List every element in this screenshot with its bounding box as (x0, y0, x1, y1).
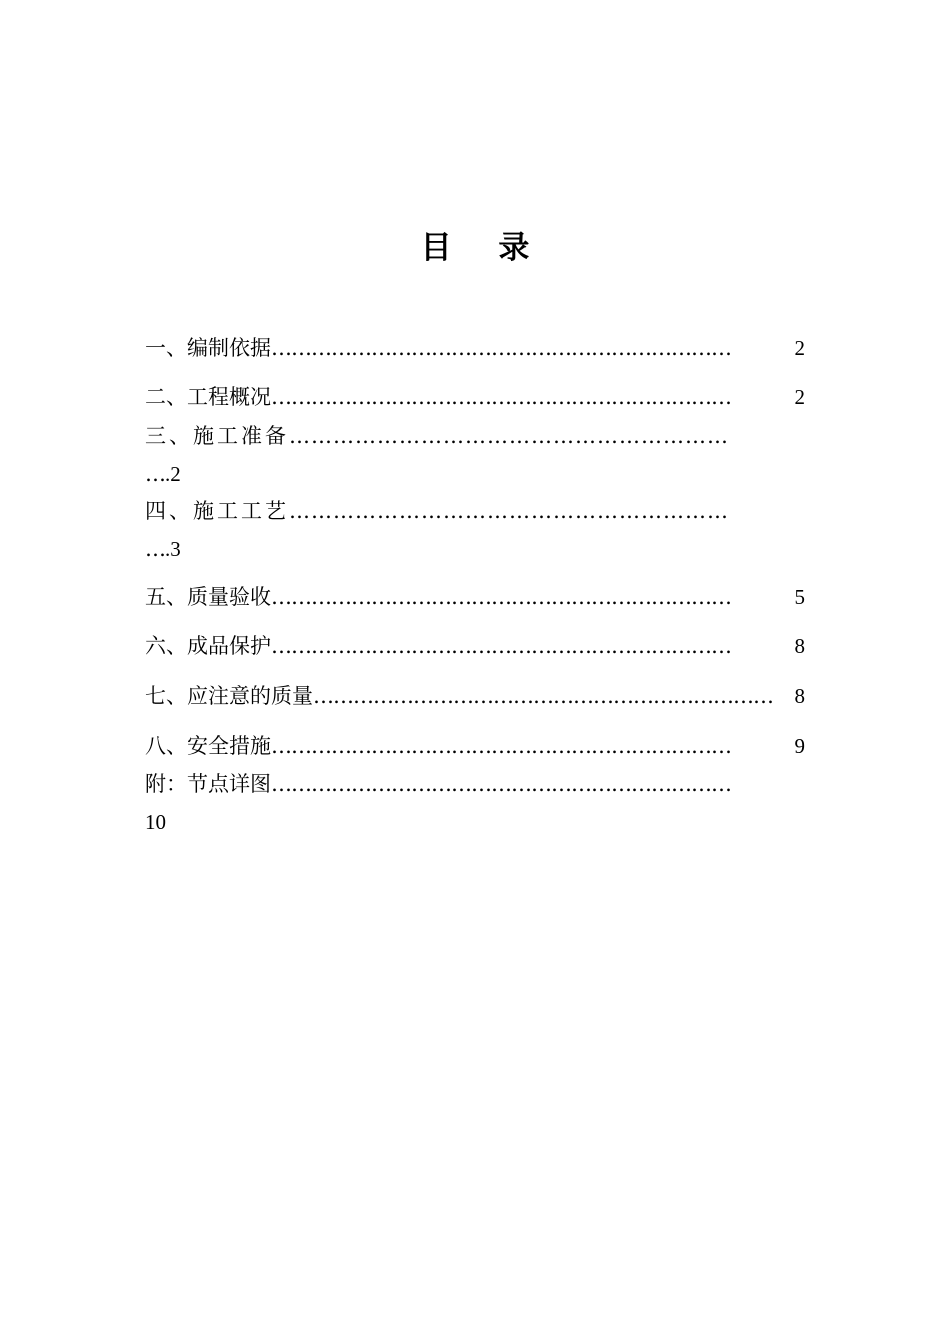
toc-page-number: 8 (794, 634, 805, 658)
toc-entry-appendix[interactable] (145, 770, 805, 836)
toc-leader-continuation: … (145, 462, 165, 486)
toc-entry-label: 一、编制依据 (145, 336, 271, 360)
toc-entry-6[interactable] (145, 632, 805, 660)
toc-page-number: .2 (165, 462, 181, 486)
toc-entry-1[interactable] (145, 334, 805, 362)
toc-page-number: 2 (794, 336, 805, 360)
toc-page-number: 8 (794, 684, 805, 708)
toc-dot-leader: …………………………………………………… (289, 499, 729, 523)
toc-entry-7[interactable] (145, 682, 805, 710)
toc-entry-8[interactable] (145, 732, 805, 760)
toc-entry-2[interactable] (145, 383, 805, 411)
toc-entry-label: 附：节点详图 (145, 772, 271, 796)
toc-entry-label: 五、质量验收 (145, 585, 271, 609)
toc-page-number: 2 (794, 385, 805, 409)
toc-page-number: 9 (794, 734, 805, 758)
toc-entry-label: 八、安全措施 (145, 734, 271, 758)
toc-entry-label: 三、施工准备 (145, 424, 289, 448)
toc-dot-leader: …………………………………………………………… (271, 336, 731, 360)
toc-entry-label: 四、施工工艺 (145, 499, 289, 523)
toc-page-number: .3 (165, 537, 181, 561)
toc-page-number: 5 (794, 585, 805, 609)
toc-entry-label: 七、应注意的质量 (145, 684, 313, 708)
toc-dot-leader: …………………………………………………… (289, 424, 729, 448)
toc-entry-5[interactable] (145, 583, 805, 611)
toc-entry-label: 六、成品保护 (145, 634, 271, 658)
toc-leader-continuation: … (145, 537, 165, 561)
toc-dot-leader: …………………………………………………………… (313, 684, 773, 708)
toc-dot-leader: …………………………………………………………… (271, 585, 731, 609)
toc-entry-4[interactable] (145, 497, 805, 563)
toc-dot-leader: …………………………………………………………… (271, 772, 731, 796)
toc-dot-leader: …………………………………………………………… (271, 634, 731, 658)
toc-title: 目 录 (420, 230, 548, 266)
toc-page-number: 10 (145, 810, 166, 834)
toc-entry-label: 二、工程概况 (145, 385, 271, 409)
toc-dot-leader: …………………………………………………………… (271, 385, 731, 409)
toc-dot-leader: …………………………………………………………… (271, 734, 731, 758)
toc-entry-3[interactable] (145, 422, 805, 488)
